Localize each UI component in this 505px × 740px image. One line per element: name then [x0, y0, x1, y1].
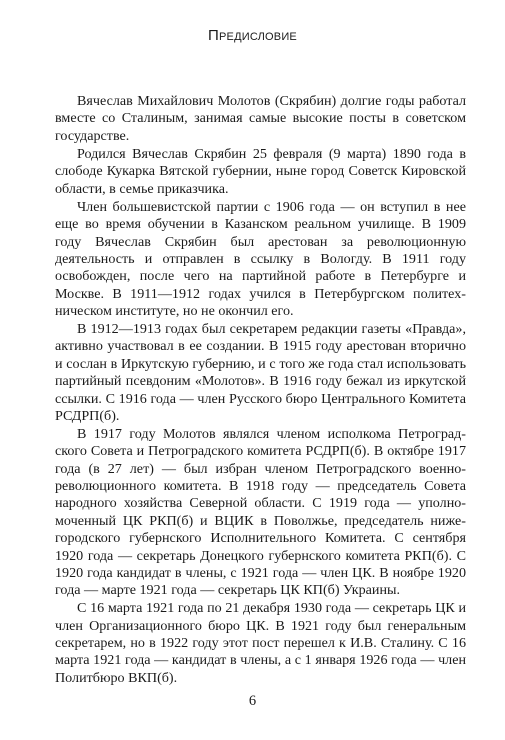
page-number: 6	[248, 693, 257, 709]
paragraph: В 1917 году Молотов являлся членом исполкома Петроградского Совета и Петроградского комитета РСДРП(б). В октябре 1917 года (в 27 лет) — был избран членом Петроградского военно-революционного комитета. В 1918 году — председатель Совета народного хозяйства Северной области. С 1919 года — уполномоченный ЦК РКП(б) и ВЦИК в Поволжье, председатель нижегородского губернского Исполнительного Комитета. С сентября 1920 года — секретарь Донецкого губернского комитета РКП(б). С 1920 года кандидат в члены, с 1921 года — член ЦК. В ноябре 1920 года — марте 1921 года — секретарь ЦК КП(б) Украины.	[55, 426, 466, 599]
paragraph: Вячеслав Михайлович Молотов (Скрябин) долгие годы работал вместе со Сталиным, занимая самые высокие посты в советском государстве.	[55, 93, 466, 144]
chapter-heading: Предисловие	[208, 27, 297, 44]
paragraph: В 1912—1913 годах был секретарем редакции газеты «Правда», активно участвовал в ее создании. В 1915 году арестован вторично и сослан в Иркутскую губернию, и с того же года стал использовать партийный псевдоним «Молотов». В 1916 году бежал из иркутской ссылки. С 1916 года — член Русского бюро Центрального Комитета РСДРП(б).	[55, 321, 466, 424]
paragraph: Член большевистской партии с 1906 года — он вступил в нее еще во время обучении в Казанском реальном училище. В 1909 году Вячеслав Скрябин был арестован за революционную деятельность и отправлен в ссылку в Вологду. В 1911 году освобожден, после чего на партийной работе в Петербурге и Москве. В 1911—1912 годах учился в Петербургском политехническом институте, но не окончил его.	[55, 198, 466, 319]
paragraph: С 16 марта 1921 года по 21 декабря 1930 года — секретарь ЦК и член Организационного бюро ЦК. В 1921 году был генеральным секретарем, но в 1922 году этот пост перешел к И.В. Сталину. С 16 марта 1921 года — кандидат в члены, а с 1 января 1926 года — член Политбюро ВКП(б).	[55, 600, 466, 686]
body-text	[55, 93, 466, 688]
paragraph: Родился Вячеслав Скрябин 25 февраля (9 марта) 1890 года в слободе Кукарка Вятской губернии, ныне город Советск Кировской области, в семье приказчика.	[55, 145, 466, 197]
